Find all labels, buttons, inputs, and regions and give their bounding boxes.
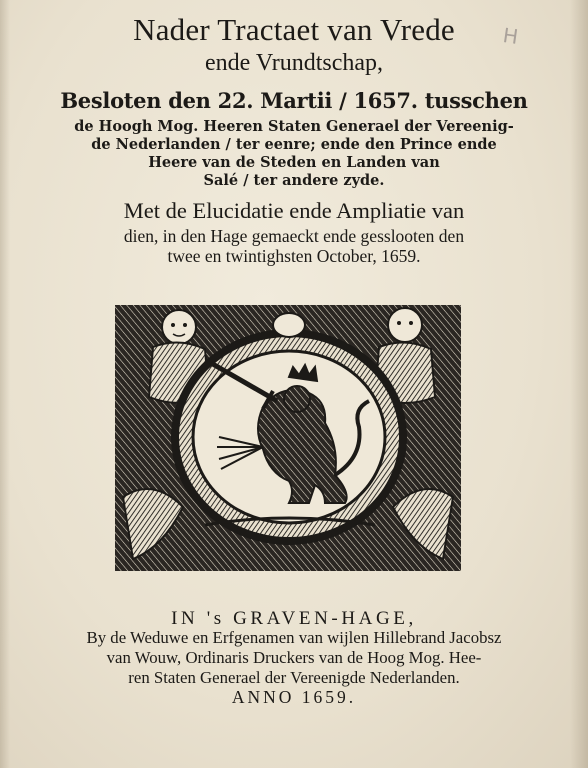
blackletter-line-1: Besloten den 22. Martii / 1657. tusschen <box>60 88 528 113</box>
subtitle-line-1: Met de Elucidatie ende Ampliatie van <box>123 198 465 223</box>
title-line-2: ende Vrundtschap, <box>204 50 384 76</box>
dutch-lion-emblem-icon <box>113 297 463 577</box>
imprint-line-2: van Wouw, Ordinaris Druckers van de Hoog Mog. Hee- <box>106 648 482 667</box>
imprint-line-3: ren Staten Generael der Vereenigde Nederlanden. <box>128 668 460 687</box>
blackletter-line-4: Heere van de Steden en Landen van <box>148 154 440 171</box>
subtitle-line-3: twee en twintighsten October, 1659. <box>167 246 421 266</box>
blackletter-line-5: Salé / ter andere zyde. <box>203 172 385 189</box>
subtitle-line-2: dien, in den Hage gemaeckt ende gesslooten den <box>123 226 465 246</box>
imprint-line-1: By de Weduwe en Erfgenamen van wijlen Hillebrand Jacobsz <box>86 628 502 647</box>
imprint-year: ANNO 1659. <box>231 687 357 707</box>
pencil-annotation: H <box>501 23 520 49</box>
title-line-1: Nader Tractaet van Vrede <box>133 12 455 47</box>
imprint-place: IN 's GRAVEN-HAGE, <box>171 608 417 629</box>
blackletter-line-3: de Nederlanden / ter eenre; ende den Prince ende <box>91 136 497 153</box>
blackletter-line-2: de Hoogh Mog. Heeren Staten Generael der Vereenig- <box>74 118 514 135</box>
